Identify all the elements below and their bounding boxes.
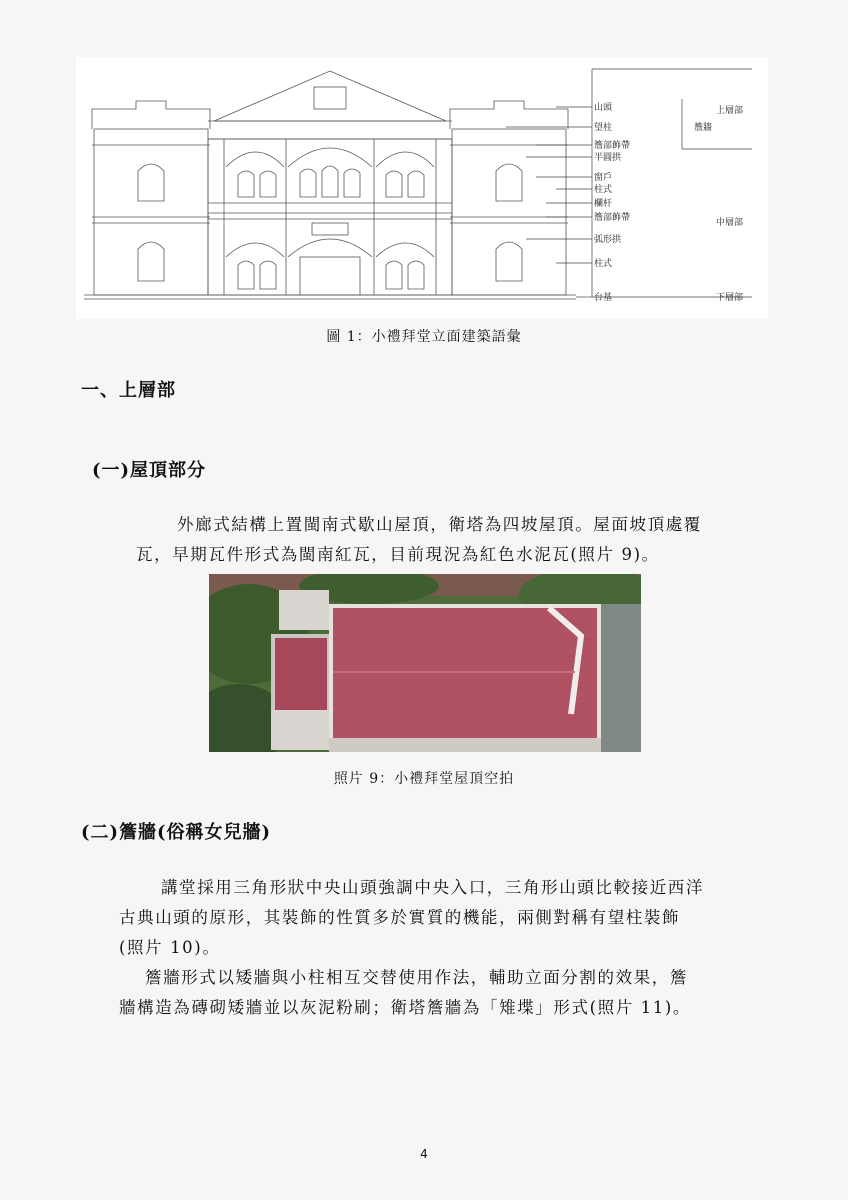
sub1-paragraph-line2: 瓦，早期瓦件形式為閩南紅瓦，目前現況為紅色水泥瓦(照片 9)。 bbox=[136, 545, 660, 564]
sub1-paragraph-line1: 外廊式結構上置閩南式歇山屋頂，衛塔為四坡屋頂。屋面坡頂處覆 bbox=[177, 515, 702, 534]
label-zhushi-top: 柱式 bbox=[594, 185, 613, 195]
photo9-caption: 照片 9：小禮拜堂屋頂空拍 bbox=[333, 771, 515, 787]
label-langan: 欄杆 bbox=[594, 199, 613, 209]
label-zhushi-bottom: 柱式 bbox=[594, 259, 613, 269]
page-number: 4 bbox=[420, 1147, 428, 1161]
elevation-figure bbox=[76, 57, 768, 319]
sub2-p2-line1: 簷牆形式以矮牆與小柱相互交替使用作法，輔助立面分割的效果，簷 bbox=[145, 968, 688, 987]
label-yanqiang: 簷牆 bbox=[694, 123, 713, 133]
label-yanbu-top: 簷部飾帶 bbox=[594, 141, 631, 151]
label-lower: 下層部 bbox=[716, 293, 744, 303]
label-banyuangong: 半圓拱 bbox=[594, 153, 622, 163]
sub2-p1-line1: 講堂採用三角形狀中央山頭強調中央入口，三角形山頭比較接近西洋 bbox=[161, 878, 704, 897]
roof-aerial-image bbox=[209, 574, 641, 752]
sub2-p1-line2: 古典山頭的原形，其裝飾的性質多於實質的機能，兩側對稱有望柱裝飾 bbox=[119, 908, 681, 927]
subsection1-heading: (一)屋頂部分 bbox=[92, 460, 207, 481]
label-taiji: 台基 bbox=[594, 293, 613, 303]
section1-heading: 一、上層部 bbox=[81, 380, 176, 401]
label-wangzhu: 望柱 bbox=[594, 123, 613, 133]
roof-aerial-photo bbox=[209, 574, 641, 752]
label-shantou: 山頭 bbox=[594, 103, 613, 113]
sub2-p2-line2: 牆構造為磚砌矮牆並以灰泥粉刷；衛塔簷牆為「雉堞」形式(照片 11)。 bbox=[119, 998, 692, 1017]
sub2-p1-line3: (照片 10)。 bbox=[119, 938, 221, 957]
elevation-drawing bbox=[76, 57, 768, 319]
label-middle: 中層部 bbox=[716, 218, 744, 228]
label-huxinggong: 弧形拱 bbox=[594, 235, 622, 245]
label-chuanghu: 窗戶 bbox=[594, 173, 613, 183]
label-upper: 上層部 bbox=[716, 106, 744, 116]
subsection2-heading: (二)簷牆(俗稱女兒牆) bbox=[81, 822, 272, 843]
label-yanbu-mid: 簷部飾帶 bbox=[594, 213, 631, 223]
figure1-caption: 圖 1：小禮拜堂立面建築語彙 bbox=[326, 329, 522, 345]
